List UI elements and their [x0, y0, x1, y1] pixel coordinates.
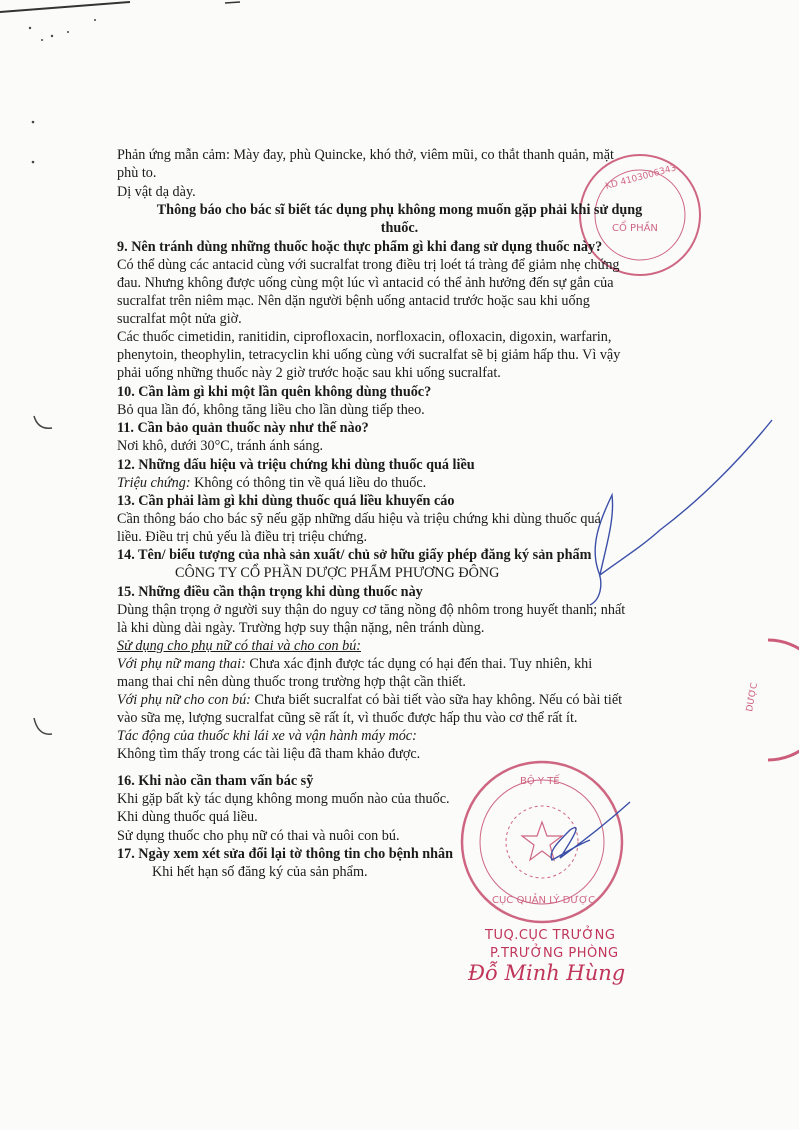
text-line: Nơi khô, dưới 30°C, tránh ánh sáng. — [117, 438, 324, 454]
text-line: Có thể dùng các antacid cùng với sucralfat trong điều trị loét tá tràng để giảm nhẹ chứng — [117, 257, 620, 273]
signature-title-2: P.TRƯỞNG PHÒNG — [490, 946, 619, 961]
inline-text: Chưa biết sucralfat có bài tiết vào sữa hay không. Nếu có bài tiết — [250, 692, 623, 708]
text-line: Phản ứng mẫn cảm: Mày đay, phù Quincke, khó thở, viêm mũi, co thắt thanh quản, mặt — [117, 147, 614, 163]
seal-registration-text: KD 4103006343 — [604, 163, 678, 192]
ministry-seal-top-text: BỘ Y TẾ — [520, 776, 560, 787]
text-line: đau. Nhưng không được uống cùng một lúc vì antacid có thể ảnh hưởng đến sự gắn của — [117, 275, 614, 291]
section-heading-9: 9. Nên tránh dùng những thuốc hoặc thực phẩm gì khi đang sử dụng thuốc này? — [117, 239, 603, 255]
text-line: sucralfat một nửa giờ. — [117, 311, 242, 327]
text-line: mang thai chỉ nên dùng thuốc trong trường hợp thật cần thiết. — [117, 674, 466, 690]
ministry-seal — [462, 762, 622, 922]
text-line: vào sữa mẹ, lượng sucralfat cũng sẽ rất ít, vì thuốc được hấp thu vào cơ thể rất ít. — [117, 710, 578, 726]
pen-signature — [590, 420, 772, 605]
text-line: Dùng thận trọng ở người suy thận do nguy cơ tăng nồng độ nhôm trong huyết thanh; nhất — [117, 602, 626, 618]
notice-line: Thông báo cho bác sĩ biết tác dụng phụ không mong muốn gặp phải khi sử dụng — [156, 202, 643, 218]
section-heading-17: 17. Ngày xem xét sửa đổi lại tờ thông tin cho bệnh nhân — [117, 846, 454, 862]
edge-seal-text: DƯỢC — [745, 682, 761, 713]
inline-label: Triệu chứng: — [117, 475, 191, 491]
text-line: Các thuốc cimetidin, ranitidin, ciprofloxacin, norfloxacin, ofloxacin, digoxin, warfarin, — [117, 329, 612, 345]
punch-hole-mark — [34, 718, 52, 734]
text-line — [117, 691, 622, 709]
inline-label: Với phụ nữ mang thai: — [117, 656, 246, 672]
inline-text: Chưa xác định được tác dụng có hại đến thai. Tuy nhiên, khi — [245, 656, 593, 672]
edge-seal — [745, 640, 799, 760]
subheading-driving: Tác động của thuốc khi lái xe và vận hành máy móc: — [117, 728, 417, 744]
section-heading-10: 10. Cần làm gì khi một lần quên không dùng thuốc? — [117, 384, 432, 400]
text-line: sucralfat trên niêm mạc. Nên dặn người bệnh uống antacid trước hoặc sau khi uống — [117, 293, 590, 309]
punch-hole-mark — [34, 416, 52, 428]
text-line: Dị vật dạ dày. — [117, 184, 196, 200]
inline-text: Không có thông tin về quá liều do thuốc. — [190, 475, 427, 491]
section-heading-13: 13. Cần phải làm gì khi dùng thuốc quá liều khuyến cáo — [117, 493, 455, 509]
text-line: Khi gặp bất kỳ tác dụng không mong muốn nào của thuốc. — [117, 791, 450, 807]
top-scan-line — [0, 2, 130, 12]
inline-label: Với phụ nữ cho con bú: — [117, 692, 251, 708]
ministry-seal-bottom-text: CỤC QUẢN LÝ DƯỢC — [492, 895, 596, 906]
text-line: phenytoin, theophylin, tetracyclin khi uống cùng với sucralfat sẽ bị giảm hấp thu. Vì vậy — [117, 347, 621, 363]
manufacturer-name: CÔNG TY CỔ PHẦN DƯỢC PHẨM PHƯƠNG ĐÔNG — [175, 565, 500, 581]
section-heading-12: 12. Những dấu hiệu và triệu chứng khi dùng thuốc quá liều — [117, 457, 475, 473]
subheading-pregnancy: Sử dụng cho phụ nữ có thai và cho con bú: — [117, 638, 362, 654]
seal-company-text: CỔ PHẦN — [612, 223, 658, 234]
text-line: Khi dùng thuốc quá liều. — [117, 809, 258, 825]
text-line: phù to. — [117, 165, 157, 181]
signature-title-1: TUQ.CỤC TRƯỞNG — [485, 928, 616, 943]
signatory-name: Đỗ Minh Hùng — [468, 961, 626, 985]
section-heading-11: 11. Cần bảo quản thuốc này như thế nào? — [117, 420, 369, 436]
section-heading-16: 16. Khi nào cần tham vấn bác sỹ — [117, 773, 314, 789]
notice-line: thuốc. — [380, 220, 419, 236]
section-heading-14: 14. Tên/ biểu tượng của nhà sản xuất/ chủ sở hữu giấy phép đăng ký sản phẩm — [117, 547, 592, 563]
text-line: liều. Điều trị chủ yếu là điều trị triệu chứng. — [117, 529, 367, 545]
pen-signature — [551, 802, 630, 860]
text-line: Cần thông báo cho bác sỹ nếu gặp những dấu hiệu và triệu chứng khi dùng thuốc quá — [117, 511, 601, 527]
text-line: Không tìm thấy trong các tài liệu đã tham khảo được. — [117, 746, 421, 762]
text-line: là khi dùng dài ngày. Trường hợp suy thận nặng, nên tránh dùng. — [117, 620, 485, 636]
text-line: Bỏ qua lần đó, không tăng liều cho lần dùng tiếp theo. — [117, 402, 425, 418]
section-heading-15: 15. Những điều cần thận trọng khi dùng thuốc này — [117, 584, 423, 600]
text-line — [117, 655, 592, 673]
text-line: Sử dụng thuốc cho phụ nữ có thai và nuôi con bú. — [117, 828, 400, 844]
text-line: phải uống những thuốc này 2 giờ trước hoặc sau khi uống sucralfat. — [117, 365, 501, 381]
text-line — [117, 474, 426, 492]
text-line: Khi hết hạn số đăng ký của sản phẩm. — [152, 864, 368, 880]
